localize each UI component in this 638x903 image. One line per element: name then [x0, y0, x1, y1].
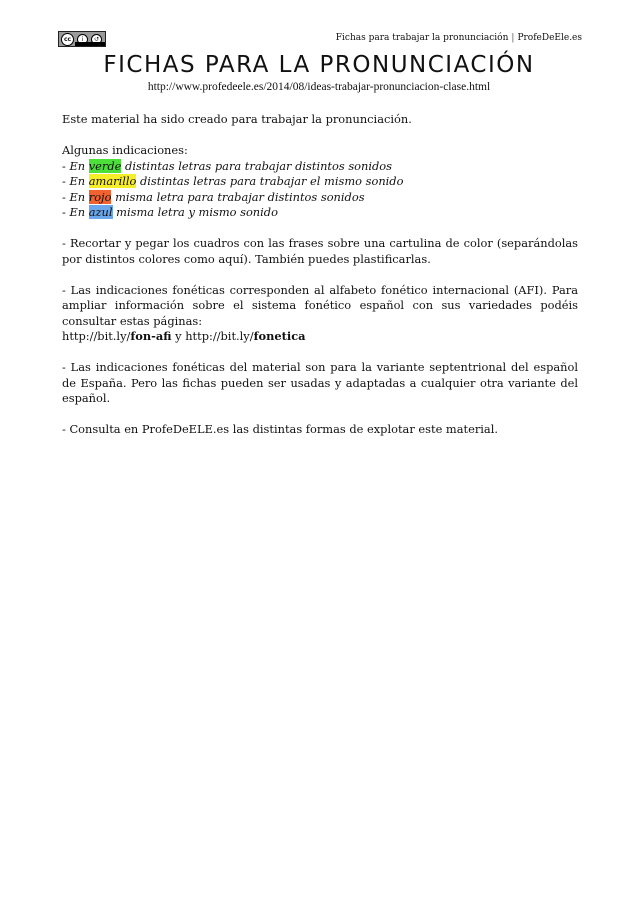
color-word-amarillo: amarillo [88, 174, 137, 188]
link-fonetica[interactable]: http://bit.ly/fonetica [185, 329, 306, 343]
afi-paragraph: - Las indicaciones fonéticas corresponden al alfabeto fonético internacional (AFI). Para ampliar información sobre el sistema fonético español con sus variedades podéis consultar estas páginas: [62, 282, 578, 328]
link-fon-afi[interactable]: http://bit.ly/fon-afi [62, 329, 172, 343]
license-strip [75, 42, 105, 46]
color-word-rojo: rojo [88, 189, 112, 204]
intro-paragraph: Este material ha sido creado para trabajar la pronunciación. [62, 112, 412, 126]
color-line-verde: - En verde distintas letras para trabajar distintos sonidos [62, 158, 393, 173]
links-line: http://bit.ly/fon-afi y http://bit.ly/fonetica [62, 329, 306, 343]
color-word-verde: verde [88, 158, 122, 173]
document-body [62, 112, 578, 438]
color-line-rojo: - En rojo misma letra para trabajar distintos sonidos [62, 189, 365, 204]
creative-commons-license-badge[interactable] [58, 31, 106, 47]
variante-paragraph: - Las indicaciones fonéticas del material son para la variante septentrional del español de España. Pero las fichas pueden ser usadas y adaptadas a cualquier otra variante del español. [62, 360, 578, 405]
header-site-label: ProfeDeEle.es [517, 33, 582, 43]
header-separator: | [511, 33, 515, 43]
consulta-paragraph: - Consulta en ProfeDeELE.es las distintas formas de explotar este material. [62, 422, 498, 436]
running-header [336, 33, 582, 43]
indications-heading: Algunas indicaciones: [62, 143, 188, 157]
document-title: FICHAS PARA LA PRONUNCIACIÓN [103, 52, 535, 78]
sa-icon: ↺ [91, 34, 102, 45]
recortar-paragraph: - Recortar y pegar los cuadros con las frases sobre una cartulina de color (separándolas por distintos colores como aquí). También puedes plastificarlas. [62, 236, 578, 266]
color-line-amarillo: - En amarillo distintas letras para trabajar el mismo sonido [62, 174, 404, 188]
source-url[interactable]: http://www.profedeele.es/2014/08/ideas-trabajar-pronunciacion-clase.html [147, 81, 491, 93]
header-doc-label: Fichas para trabajar la pronunciación [335, 33, 509, 43]
color-word-azul: azul [88, 205, 113, 219]
by-icon: i [77, 34, 88, 45]
color-line-azul: - En azul misma letra y mismo sonido [62, 205, 278, 219]
cc-icon: cc [61, 33, 74, 46]
